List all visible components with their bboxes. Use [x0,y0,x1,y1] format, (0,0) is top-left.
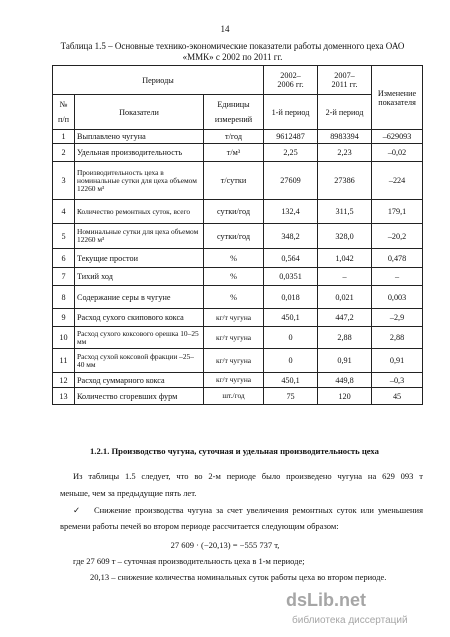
paragraph4: 20,13 – снижение количества номинальных суток работы цеха во втором периоде. [90,572,387,582]
row-second-period: 311,5 [318,200,372,224]
row-second-period: 447,2 [318,309,372,327]
row-first-period: 0,0351 [264,268,318,286]
header-first-period: 1-й период [264,95,318,130]
table-row [53,373,423,388]
paragraph1-line2: меньше, чем за предыдущие пять лет. [60,488,197,498]
row-indicator: Номинальные сутки для цеха объемом 12260 м³ [75,224,204,249]
row-unit: сутки/год [204,224,264,249]
row-change: –0,3 [372,373,423,388]
header-period2 [318,66,372,95]
header-num-line2: п/п [57,115,70,124]
watermark-logo: dsLib.net [286,590,366,610]
row-unit: кг/т чугуна [204,327,264,349]
row-second-period: 2,88 [318,327,372,349]
row-number: 10 [53,327,75,349]
row-first-period: 348,2 [264,224,318,249]
row-second-period: 120 [318,388,372,405]
table-row [53,130,423,144]
row-unit: т/сутки [204,162,264,200]
row-indicator: Расход сухого скипового кокса [75,309,204,327]
row-indicator: Тихий ход [75,268,204,286]
row-change: 179,1 [372,200,423,224]
row-first-period: 450,1 [264,373,318,388]
row-change: –0,02 [372,144,423,162]
row-indicator: Расход суммарного кокса [75,373,204,388]
paragraph3: где 27 609 т – суточная производительность цеха в 1-м периоде; [73,556,305,566]
row-change: –629093 [372,130,423,144]
row-number: 5 [53,224,75,249]
row-change: –20,2 [372,224,423,249]
paragraph2-line1-text: Снижение производства чугуна за счет увеличения ремонтных суток или уменьшения [93,505,424,515]
row-change: 2,88 [372,327,423,349]
row-number: 11 [53,349,75,373]
row-change: –2,9 [372,309,423,327]
header-units-line1: Единицы [217,100,250,109]
row-indicator: Выплавлено чугуна [75,130,204,144]
row-unit: кг/т чугуна [204,309,264,327]
row-second-period: 27386 [318,162,372,200]
row-number: 4 [53,200,75,224]
header-period2-top: 2007– [334,71,355,80]
row-unit: т/м³ [204,144,264,162]
header-units-line2: измерений [214,115,253,124]
table-row [53,200,423,224]
row-indicator: Количество сгоревших фурм [75,388,204,405]
row-number: 1 [53,130,75,144]
page-number: 14 [220,24,230,34]
header-period1 [264,66,318,95]
row-unit: сутки/год [204,200,264,224]
table-row [53,286,423,309]
header-period2-bottom: 2011 гг. [331,80,358,89]
table-row [53,309,423,327]
row-number: 3 [53,162,75,200]
row-second-period: 2,23 [318,144,372,162]
row-second-period: 0,021 [318,286,372,309]
row-unit: кг/т чугуна [204,349,264,373]
row-second-period: – [318,268,372,286]
table-row [53,327,423,349]
row-number: 13 [53,388,75,405]
header-indicators: Показатели [75,95,204,130]
table-row [53,224,423,249]
row-unit: т/год [204,130,264,144]
row-second-period: 1,042 [318,249,372,268]
paragraph2-line2: времени работы печей во втором периоде рассчитается следующим образом: [60,521,339,531]
header-second-period: 2-й период [318,95,372,130]
row-first-period: 0 [264,327,318,349]
row-unit: кг/т чугуна [204,373,264,388]
table-row [53,349,423,373]
header-period1-top: 2002– [280,71,301,80]
row-indicator: Количество ремонтных суток, всего [75,200,204,224]
row-indicator: Расход сухой коксовой фракции –25–40 мм [75,349,204,373]
row-unit: % [204,268,264,286]
row-first-period: 132,4 [264,200,318,224]
row-first-period: 450,1 [264,309,318,327]
row-first-period: 27609 [264,162,318,200]
row-number: 7 [53,268,75,286]
watermark-subtitle: библиотека диссертаций [292,615,408,626]
row-first-period: 0,564 [264,249,318,268]
row-change: 0,478 [372,249,423,268]
paragraph1-line1: Из таблицы 1.5 следует, что во 2-м периоде было произведено чугуна на 629 093 т [73,471,423,481]
row-indicator: Расход сухого коксового орешка 10–25 мм [75,327,204,349]
table-caption: Таблица 1.5 – Основные технико-экономические показатели работы доменного цеха ОАО «ММК» с 2002 по 2011 гг. [60,41,405,62]
check-mark-icon: ✓ [73,505,82,515]
row-second-period: 328,0 [318,224,372,249]
header-num [53,95,75,130]
formula: 27 609 · (−20,13) = −555 737 т, [170,540,280,550]
table-row [53,144,423,162]
row-indicator: Содержание серы в чугуне [75,286,204,309]
paragraph2-line1 [73,505,423,516]
table-row [53,268,423,286]
header-period1-bottom: 2006 гг. [277,80,304,89]
row-first-period: 0 [264,349,318,373]
row-first-period: 2,25 [264,144,318,162]
row-change: 0,91 [372,349,423,373]
indicators-table [52,65,423,405]
watermark [286,590,446,634]
row-indicator: Текущие простои [75,249,204,268]
table-row [53,388,423,405]
row-first-period: 0,018 [264,286,318,309]
row-number: 8 [53,286,75,309]
row-second-period: 0,91 [318,349,372,373]
row-number: 12 [53,373,75,388]
header-change [372,66,423,130]
header-num-line1: № [59,100,68,109]
header-change-line1: Изменение [377,88,417,98]
header-change-line2: показателя [378,97,416,107]
row-number: 2 [53,144,75,162]
row-first-period: 9612487 [264,130,318,144]
row-unit: шт./год [204,388,264,405]
row-number: 6 [53,249,75,268]
row-number: 9 [53,309,75,327]
table-body [53,130,423,405]
row-first-period: 75 [264,388,318,405]
row-change: –224 [372,162,423,200]
row-unit: % [204,249,264,268]
row-change: – [372,268,423,286]
header-periods: Периоды [53,66,264,95]
section-heading: 1.2.1. Производство чугуна, суточная и удельная производительность цеха [90,446,379,456]
table-row [53,249,423,268]
row-indicator: Производительность цеха в номинальные сутки для цеха объемом 12260 м³ [75,162,204,200]
header-units [204,95,264,130]
row-change: 45 [372,388,423,405]
row-second-period: 8983394 [318,130,372,144]
row-second-period: 449,8 [318,373,372,388]
row-indicator: Удельная производительность [75,144,204,162]
row-unit: % [204,286,264,309]
row-change: 0,003 [372,286,423,309]
table-row [53,162,423,200]
